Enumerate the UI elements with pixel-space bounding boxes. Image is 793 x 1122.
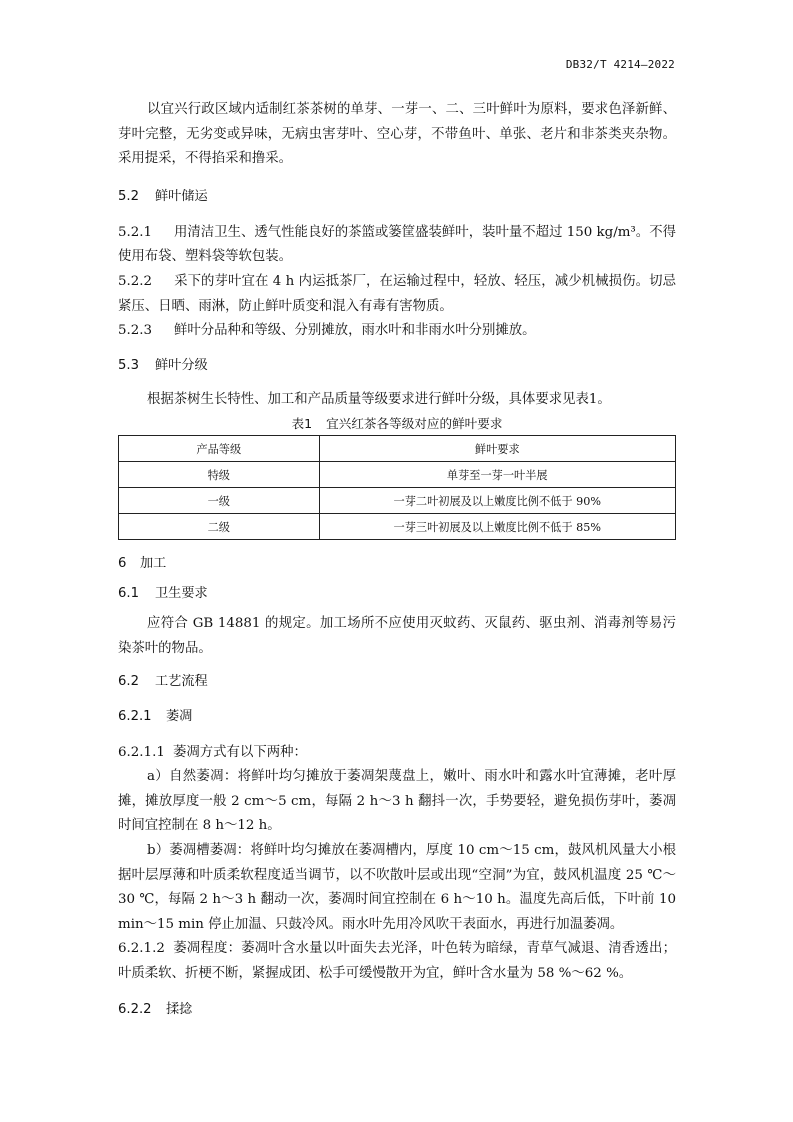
table-cell-grade: 一级 <box>119 488 320 514</box>
clause-6-2-1-2-number: 6.2.1.2 <box>118 941 165 957</box>
heading-5-2 <box>118 187 676 207</box>
table-caption-title: 宜兴红茶各等级对应的鲜叶要求 <box>326 416 503 432</box>
heading-6-2-2-title: 揉捻 <box>166 1002 193 1018</box>
standard-code: DB32/T 4214—2022 <box>565 58 675 71</box>
heading-6-2-2-number: 6.2.2 <box>118 1002 152 1018</box>
option-b-trough-withering: b）萎凋槽萎凋：将鲜叶均匀摊放在萎凋槽内，厚度 10 cm～15 cm，鼓风机风量大小根据叶层厚薄和叶质柔软程度适当调节，以不吹散叶层或出现“空洞”为宜，鼓风机温度 25 ℃～30 ℃，每隔 2 h～3 h 翻动一次，萎凋时间宜控制在 6 h～10 h。温度先高后低，下叶前 10 min～15 min 停止加温、只鼓冷风。雨水叶先用冷风吹干表面水，再进行加温萎凋。 <box>118 842 676 932</box>
table-cell-grade: 二级 <box>119 514 320 540</box>
clause-6-2-1-1 <box>118 741 676 766</box>
table-cell-requirement: 一芽二叶初展及以上嫩度比例不低于 90% <box>319 488 675 514</box>
table-header-cell: 产品等级 <box>119 436 320 462</box>
heading-6-2-1-number: 6.2.1 <box>118 708 152 724</box>
clause-5-2-1 <box>118 221 676 270</box>
heading-5-3 <box>118 356 676 376</box>
heading-6-1-title: 卫生要求 <box>155 586 208 602</box>
table-row <box>119 488 676 514</box>
clause-6-2-1-2-text: 萎凋程度：萎凋叶含水量以叶面失去光泽，叶色转为暗绿，青草气减退、清香透出；叶质柔软、折梗不断，紧握成团、松手可缓慢散开为宜，鲜叶含水量为 58 %～62 %。 <box>118 941 676 981</box>
heading-6-2-2 <box>118 1000 676 1020</box>
heading-6-2-title: 工艺流程 <box>155 673 208 689</box>
grading-paragraph: 根据茶树生长特性、加工和产品质量等级要求进行鲜叶分级，具体要求见表1。 <box>147 391 611 407</box>
heading-5-3-title: 鲜叶分级 <box>155 357 208 373</box>
clause-5-2-1-text: 用清洁卫生、透气性能良好的茶篮或篓筐盛装鲜叶，装叶量不超过 150 kg/m³。不得使用布袋、塑料袋等软包装。 <box>118 224 676 265</box>
table-row <box>119 462 676 488</box>
table-cell-grade: 特级 <box>119 462 320 488</box>
clause-6-2-1-2 <box>118 937 676 986</box>
heading-6-2-number: 6.2 <box>118 673 139 689</box>
table-caption-number: 表1 <box>291 416 313 432</box>
document-body <box>118 92 676 1020</box>
hygiene-paragraph: 应符合 GB 14881 的规定。加工场所不应使用灭蚊药、灭鼠药、驱虫剂、消毒剂等易污染茶叶的物品。 <box>118 616 676 656</box>
heading-6-2-1 <box>118 707 676 727</box>
table-cell-requirement: 一芽三叶初展及以上嫩度比例不低于 85% <box>319 514 675 540</box>
clause-5-2-3-text: 鲜叶分品种和等级、分别摊放，雨水叶和非雨水叶分别摊放。 <box>174 323 536 339</box>
clause-5-2-2-text: 采下的芽叶宜在 4 h 内运抵茶厂，在运输过程中，轻放、轻压，减少机械损伤。切忌紧压、日晒、雨淋，防止鲜叶质变和混入有毒有害物质。 <box>118 273 676 314</box>
clause-5-2-2 <box>118 270 676 319</box>
clause-6-2-1-1-text: 萎凋方式有以下两种： <box>173 744 307 760</box>
heading-5-2-title: 鲜叶储运 <box>155 188 208 204</box>
table-header-row <box>119 436 676 462</box>
table-header-cell: 鲜叶要求 <box>319 436 675 462</box>
table-caption <box>118 415 676 433</box>
heading-6-title: 加工 <box>140 556 167 572</box>
clause-5-2-1-number: 5.2.1 <box>118 224 153 240</box>
heading-5-3-number: 5.3 <box>118 357 139 373</box>
clause-5-2-3 <box>118 319 676 344</box>
clause-5-2-2-number: 5.2.2 <box>118 273 153 289</box>
option-a-natural-withering: a）自然萎凋：将鲜叶均匀摊放于萎凋架蔑盘上，嫩叶、雨水叶和露水叶宜薄摊，老叶厚摊，摊放厚度一般 2 cm～5 cm，每隔 2 h～3 h 翻抖一次，手势要轻，避免损伤芽叶，萎凋时间宜控制在 8 h～12 h。 <box>118 769 676 834</box>
table-row <box>119 514 676 540</box>
heading-6-2 <box>118 672 676 692</box>
heading-6 <box>118 554 676 574</box>
heading-6-number: 6 <box>118 556 127 572</box>
intro-paragraph: 以宜兴行政区域内适制红茶茶树的单芽、一芽一、二、三叶鲜叶为原料，要求色泽新鲜、芽叶完整，无劣变或异味，无病虫害芽叶、空心芽，不带鱼叶、单张、老片和非茶类夹杂物。采用提采，不得掐采和撸采。 <box>118 102 676 167</box>
clause-5-2-3-number: 5.2.3 <box>118 323 153 339</box>
heading-6-1-number: 6.1 <box>118 586 139 602</box>
heading-6-1 <box>118 584 676 604</box>
leaf-requirement-table <box>118 435 676 540</box>
heading-6-2-1-title: 萎凋 <box>166 708 193 724</box>
clause-6-2-1-1-number: 6.2.1.1 <box>118 744 165 760</box>
table-cell-requirement: 单芽至一芽一叶半展 <box>319 462 675 488</box>
heading-5-2-number: 5.2 <box>118 188 139 204</box>
